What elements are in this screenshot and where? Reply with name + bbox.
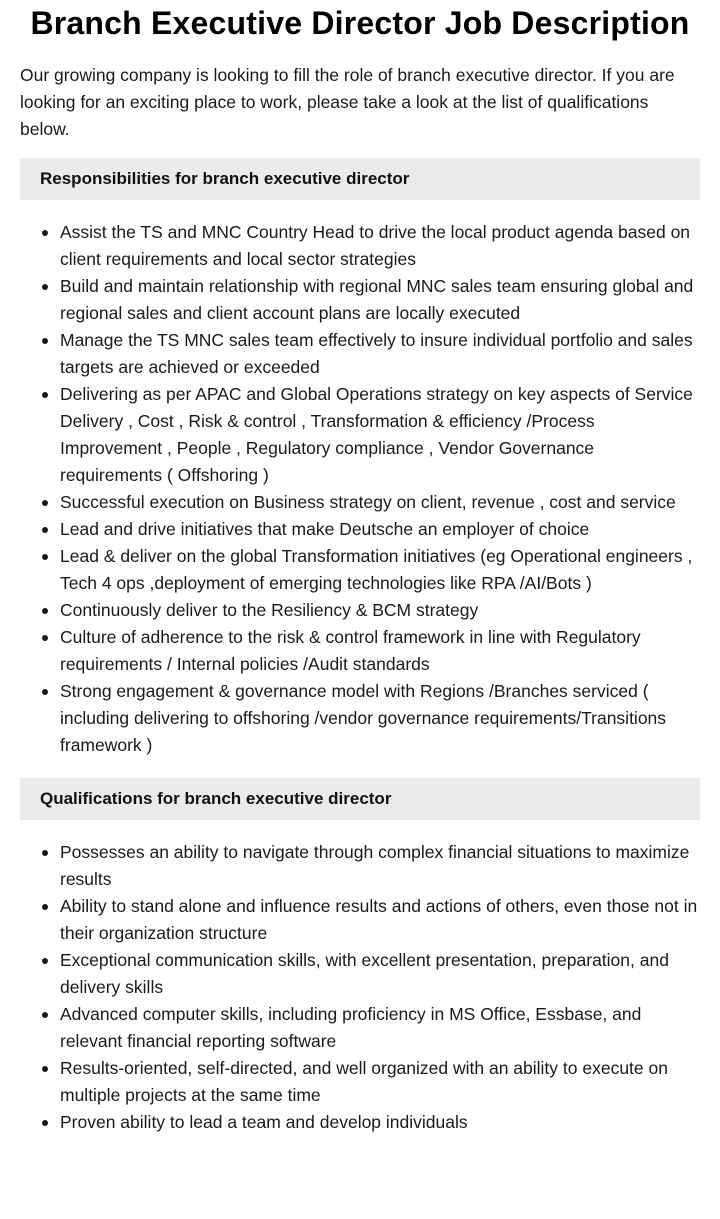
list-item: Proven ability to lead a team and develop individuals xyxy=(60,1109,700,1136)
list-item: Strong engagement & governance model with Regions /Branches serviced ( including delivering to offshoring /vendor governance requirements/Transitions framework ) xyxy=(60,678,700,759)
list-item: Lead & deliver on the global Transformation initiatives (eg Operational engineers , Tech 4 ops ,deployment of emerging technologies like RPA /AI/Bots ) xyxy=(60,543,700,597)
intro-paragraph: Our growing company is looking to fill the role of branch executive director. If you are looking for an exciting place to work, please take a look at the list of qualifications below. xyxy=(20,65,675,139)
responsibilities-list xyxy=(20,219,700,759)
list-item: Lead and drive initiatives that make Deutsche an employer of choice xyxy=(60,516,700,543)
list-item: Successful execution on Business strategy on client, revenue , cost and service xyxy=(60,489,700,516)
list-item: Continuously deliver to the Resiliency & BCM strategy xyxy=(60,597,700,624)
page-title: Branch Executive Director Job Description xyxy=(30,5,690,41)
list-item: Possesses an ability to navigate through complex financial situations to maximize results xyxy=(60,839,700,893)
qualifications-heading: Qualifications for branch executive director xyxy=(20,778,700,820)
qualifications-list xyxy=(20,839,700,1136)
list-item: Exceptional communication skills, with excellent presentation, preparation, and delivery skills xyxy=(60,947,700,1001)
list-item: Culture of adherence to the risk & control framework in line with Regulatory requirements / Internal policies /Audit standards xyxy=(60,624,700,678)
list-item: Advanced computer skills, including proficiency in MS Office, Essbase, and relevant financial reporting software xyxy=(60,1001,700,1055)
list-item: Delivering as per APAC and Global Operations strategy on key aspects of Service Delivery , Cost , Risk & control , Transformation & efficiency /Process Improvement , People , Regulatory compliance , Vendor Governance requirements ( Offshoring ) xyxy=(60,381,700,489)
list-item: Manage the TS MNC sales team effectively to insure individual portfolio and sales targets are achieved or exceeded xyxy=(60,327,700,381)
list-item: Ability to stand alone and influence results and actions of others, even those not in their organization structure xyxy=(60,893,700,947)
list-item: Assist the TS and MNC Country Head to drive the local product agenda based on client requirements and local sector strategies xyxy=(60,219,700,273)
responsibilities-heading: Responsibilities for branch executive director xyxy=(20,158,700,200)
list-item: Results-oriented, self-directed, and well organized with an ability to execute on multiple projects at the same time xyxy=(60,1055,700,1109)
list-item: Build and maintain relationship with regional MNC sales team ensuring global and regional sales and client account plans are locally executed xyxy=(60,273,700,327)
